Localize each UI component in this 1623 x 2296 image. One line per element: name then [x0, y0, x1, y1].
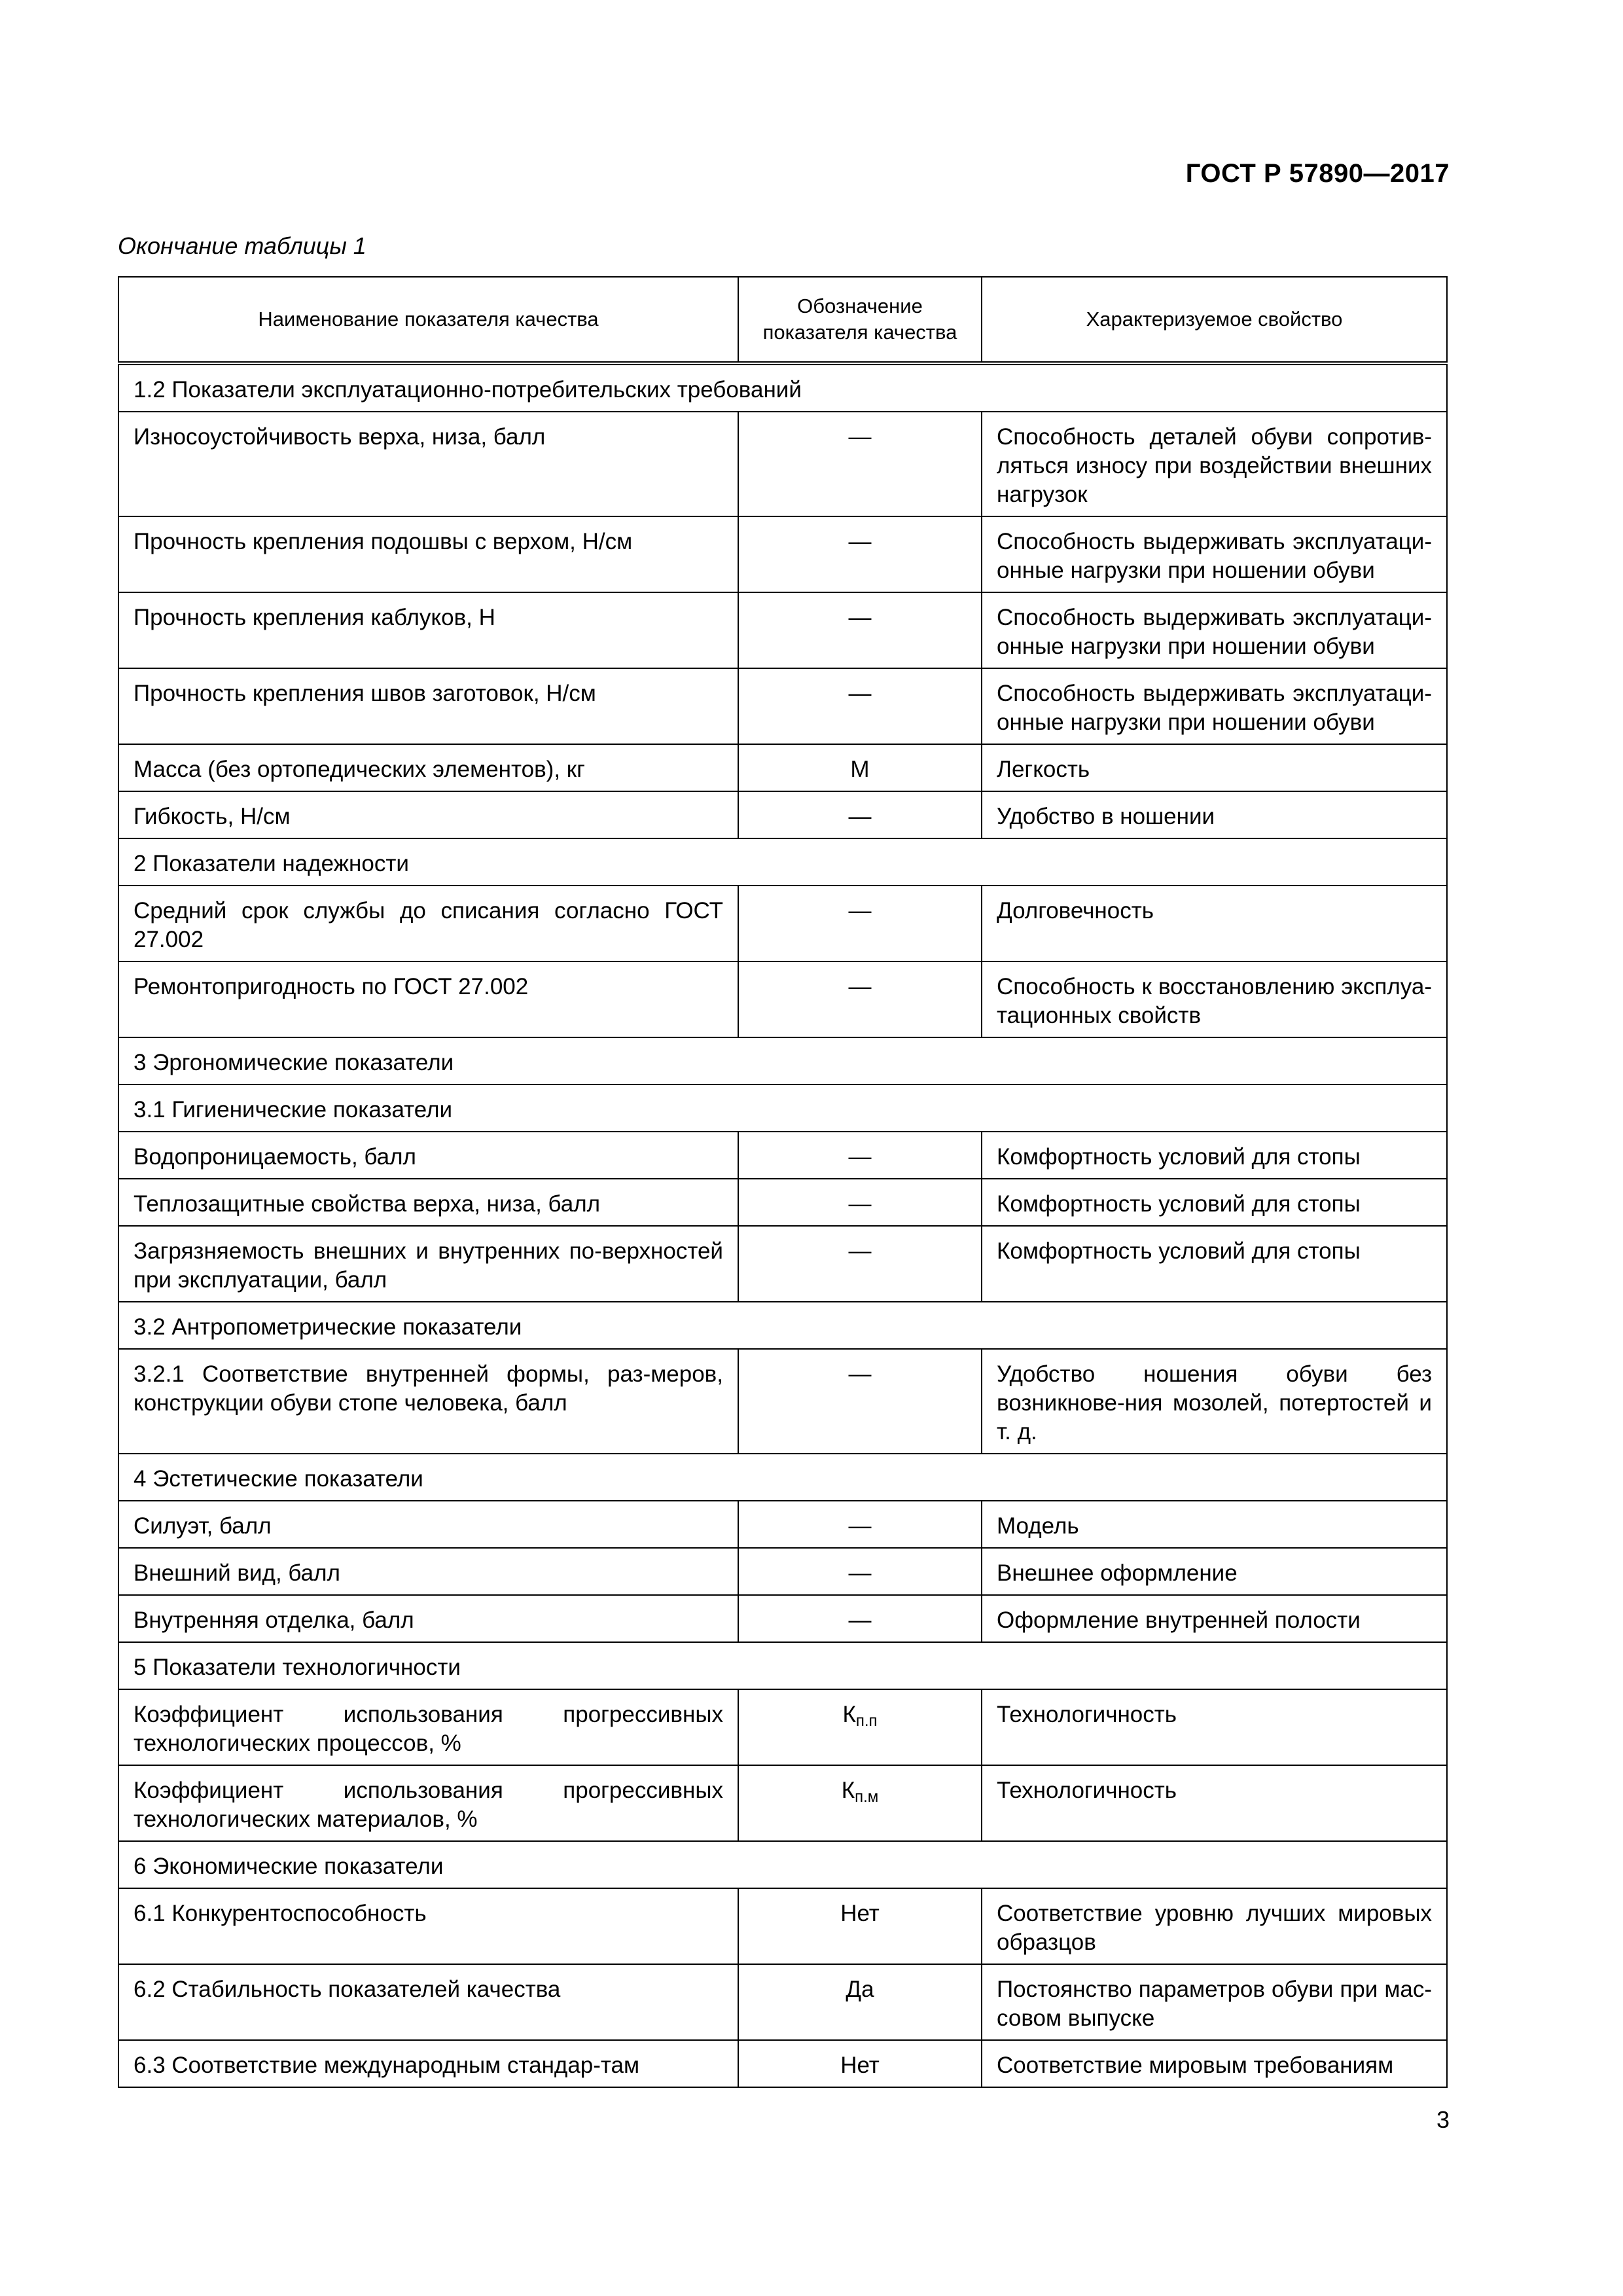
section-row [118, 1037, 1447, 1085]
indicator-name: Масса (без ортопедических элементов), кг [118, 744, 738, 791]
characterized-property: Способность к восстановлению эксплуа-тационных свойств [982, 961, 1447, 1037]
table-row [118, 1964, 1447, 2040]
header-indicator-name: Наименование показателя качества [118, 277, 738, 363]
characterized-property: Способность выдерживать эксплуатаци-онные нагрузки при ношении обуви [982, 516, 1447, 592]
header-property: Характеризуемое свойство [982, 277, 1447, 363]
indicator-name: Прочность крепления каблуков, Н [118, 592, 738, 668]
characterized-property: Долговечность [982, 886, 1447, 961]
indicator-symbol [738, 1132, 982, 1179]
characterized-property: Внешнее оформление [982, 1548, 1447, 1595]
indicator-name: Силуэт, балл [118, 1501, 738, 1548]
indicator-name: Прочность крепления швов заготовок, Н/см [118, 668, 738, 744]
indicator-name: Износоустойчивость верха, низа, балл [118, 412, 738, 516]
table-row [118, 791, 1447, 838]
indicator-symbol [738, 961, 982, 1037]
section-title: 6 Экономические показатели [118, 1841, 1447, 1888]
indicator-symbol-subscript: п.п [855, 1712, 878, 1730]
indicator-name: Прочность крепления подошвы с верхом, Н/см [118, 516, 738, 592]
table-row [118, 1689, 1447, 1765]
indicator-symbol [738, 2040, 982, 2087]
indicator-symbol [738, 1501, 982, 1548]
indicator-name: Коэффициент использования прогрессивных технологических материалов, % [118, 1765, 738, 1841]
indicator-symbol-text: — [848, 424, 872, 450]
indicator-symbol [738, 1765, 982, 1841]
table-row [118, 1501, 1447, 1548]
table-row [118, 1765, 1447, 1841]
characterized-property: Постоянство параметров обуви при мас-совом выпуске [982, 1964, 1447, 2040]
indicator-symbol [738, 412, 982, 516]
indicator-symbol-text: Да [846, 1977, 874, 2002]
indicator-symbol-text: — [848, 1607, 872, 1633]
table-row [118, 592, 1447, 668]
indicator-symbol [738, 1226, 982, 1302]
section-row [118, 1454, 1447, 1501]
table-row [118, 961, 1447, 1037]
table-row [118, 744, 1447, 791]
section-row [118, 838, 1447, 886]
characterized-property: Удобство ношения обуви без возникнове-ния мозолей, потертостей и т. д. [982, 1349, 1447, 1454]
indicator-symbol [738, 516, 982, 592]
table-row [118, 1595, 1447, 1642]
characterized-property: Легкость [982, 744, 1447, 791]
characterized-property: Технологичность [982, 1765, 1447, 1841]
section-title: 5 Показатели технологичности [118, 1642, 1447, 1689]
indicator-name: Внутренняя отделка, балл [118, 1595, 738, 1642]
quality-indicators-table [118, 276, 1448, 2088]
indicator-name: Средний срок службы до списания согласно ГОСТ 27.002 [118, 886, 738, 961]
indicator-symbol-text: Нет [840, 2053, 880, 2078]
indicator-symbol-text: — [848, 1361, 872, 1387]
table-row [118, 1349, 1447, 1454]
section-row [118, 1642, 1447, 1689]
document-code: ГОСТ Р 57890—2017 [1185, 159, 1450, 188]
table-row [118, 412, 1447, 516]
indicator-symbol [738, 1888, 982, 1964]
section-row [118, 1085, 1447, 1132]
characterized-property: Соответствие уровню лучших мировых образцов [982, 1888, 1447, 1964]
characterized-property: Способность выдерживать эксплуатаци-онные нагрузки при ношении обуви [982, 668, 1447, 744]
table-header-row [118, 277, 1447, 363]
table-row [118, 886, 1447, 961]
characterized-property: Соответствие мировым требованиям [982, 2040, 1447, 2087]
indicator-symbol-text: — [848, 1191, 872, 1217]
characterized-property: Комфортность условий для стопы [982, 1226, 1447, 1302]
indicator-symbol-text: — [848, 681, 872, 706]
indicator-symbol [738, 1689, 982, 1765]
indicator-symbol-subscript: п.м [855, 1788, 879, 1806]
indicator-symbol-text: — [848, 1238, 872, 1264]
table-body [118, 363, 1447, 2087]
indicator-name: 6.3 Соответствие международным стандар-там [118, 2040, 738, 2087]
indicator-symbol-text: К [841, 1778, 855, 1803]
characterized-property: Комфортность условий для стопы [982, 1132, 1447, 1179]
section-title: 1.2 Показатели эксплуатационно-потребительских требований [118, 363, 1447, 412]
characterized-property: Способность деталей обуви сопротив-ляться износу при воздействии внешних нагрузок [982, 412, 1447, 516]
indicator-name: 6.2 Стабильность показателей качества [118, 1964, 738, 2040]
indicator-symbol [738, 1964, 982, 2040]
characterized-property: Оформление внутренней полости [982, 1595, 1447, 1642]
indicator-name: 6.1 Конкурентоспособность [118, 1888, 738, 1964]
indicator-symbol-text: — [848, 1513, 872, 1539]
table-row [118, 1888, 1447, 1964]
header-indicator-symbol: Обозначение показателя качества [738, 277, 982, 363]
characterized-property: Комфортность условий для стопы [982, 1179, 1447, 1226]
table-row [118, 1179, 1447, 1226]
indicator-symbol [738, 744, 982, 791]
indicator-symbol-text: К [842, 1702, 856, 1727]
section-row [118, 1841, 1447, 1888]
indicator-symbol-text: — [848, 605, 872, 630]
indicator-symbol [738, 886, 982, 961]
table-row [118, 1226, 1447, 1302]
indicator-name: Загрязняемость внешних и внутренних по-верхностей при эксплуатации, балл [118, 1226, 738, 1302]
section-row [118, 363, 1447, 412]
indicator-symbol [738, 668, 982, 744]
indicator-symbol-text: — [848, 804, 872, 829]
indicator-name: Водопроницаемость, балл [118, 1132, 738, 1179]
indicator-symbol-text: — [848, 529, 872, 554]
indicator-symbol [738, 1349, 982, 1454]
table-row [118, 2040, 1447, 2087]
page-number: 3 [1436, 2106, 1450, 2133]
table-caption: Окончание таблицы 1 [118, 232, 366, 259]
indicator-symbol [738, 1595, 982, 1642]
indicator-symbol-text: М [850, 757, 870, 782]
indicator-name: 3.2.1 Соответствие внутренней формы, раз-меров, конструкции обуви стопе человека, балл [118, 1349, 738, 1454]
indicator-symbol [738, 1179, 982, 1226]
indicator-symbol [738, 791, 982, 838]
section-title: 3.1 Гигиенические показатели [118, 1085, 1447, 1132]
section-title: 2 Показатели надежности [118, 838, 1447, 886]
indicator-name: Гибкость, Н/см [118, 791, 738, 838]
table-row [118, 1548, 1447, 1595]
characterized-property: Модель [982, 1501, 1447, 1548]
indicator-symbol [738, 1548, 982, 1595]
indicator-name: Ремонтопригодность по ГОСТ 27.002 [118, 961, 738, 1037]
indicator-name: Теплозащитные свойства верха, низа, балл [118, 1179, 738, 1226]
indicator-name: Коэффициент использования прогрессивных технологических процессов, % [118, 1689, 738, 1765]
indicator-symbol [738, 592, 982, 668]
characterized-property: Способность выдерживать эксплуатаци-онные нагрузки при ношении обуви [982, 592, 1447, 668]
indicator-name: Внешний вид, балл [118, 1548, 738, 1595]
table-row [118, 516, 1447, 592]
section-title: 4 Эстетические показатели [118, 1454, 1447, 1501]
table-row [118, 668, 1447, 744]
section-row [118, 1302, 1447, 1349]
indicator-symbol-text: Нет [840, 1901, 880, 1926]
table-row [118, 1132, 1447, 1179]
indicator-symbol-text: — [848, 974, 872, 999]
section-title: 3 Эргономические показатели [118, 1037, 1447, 1085]
characterized-property: Технологичность [982, 1689, 1447, 1765]
characterized-property: Удобство в ношении [982, 791, 1447, 838]
indicator-symbol-text: — [848, 898, 872, 924]
section-title: 3.2 Антропометрические показатели [118, 1302, 1447, 1349]
indicator-symbol-text: — [848, 1560, 872, 1586]
indicator-symbol-text: — [848, 1144, 872, 1170]
